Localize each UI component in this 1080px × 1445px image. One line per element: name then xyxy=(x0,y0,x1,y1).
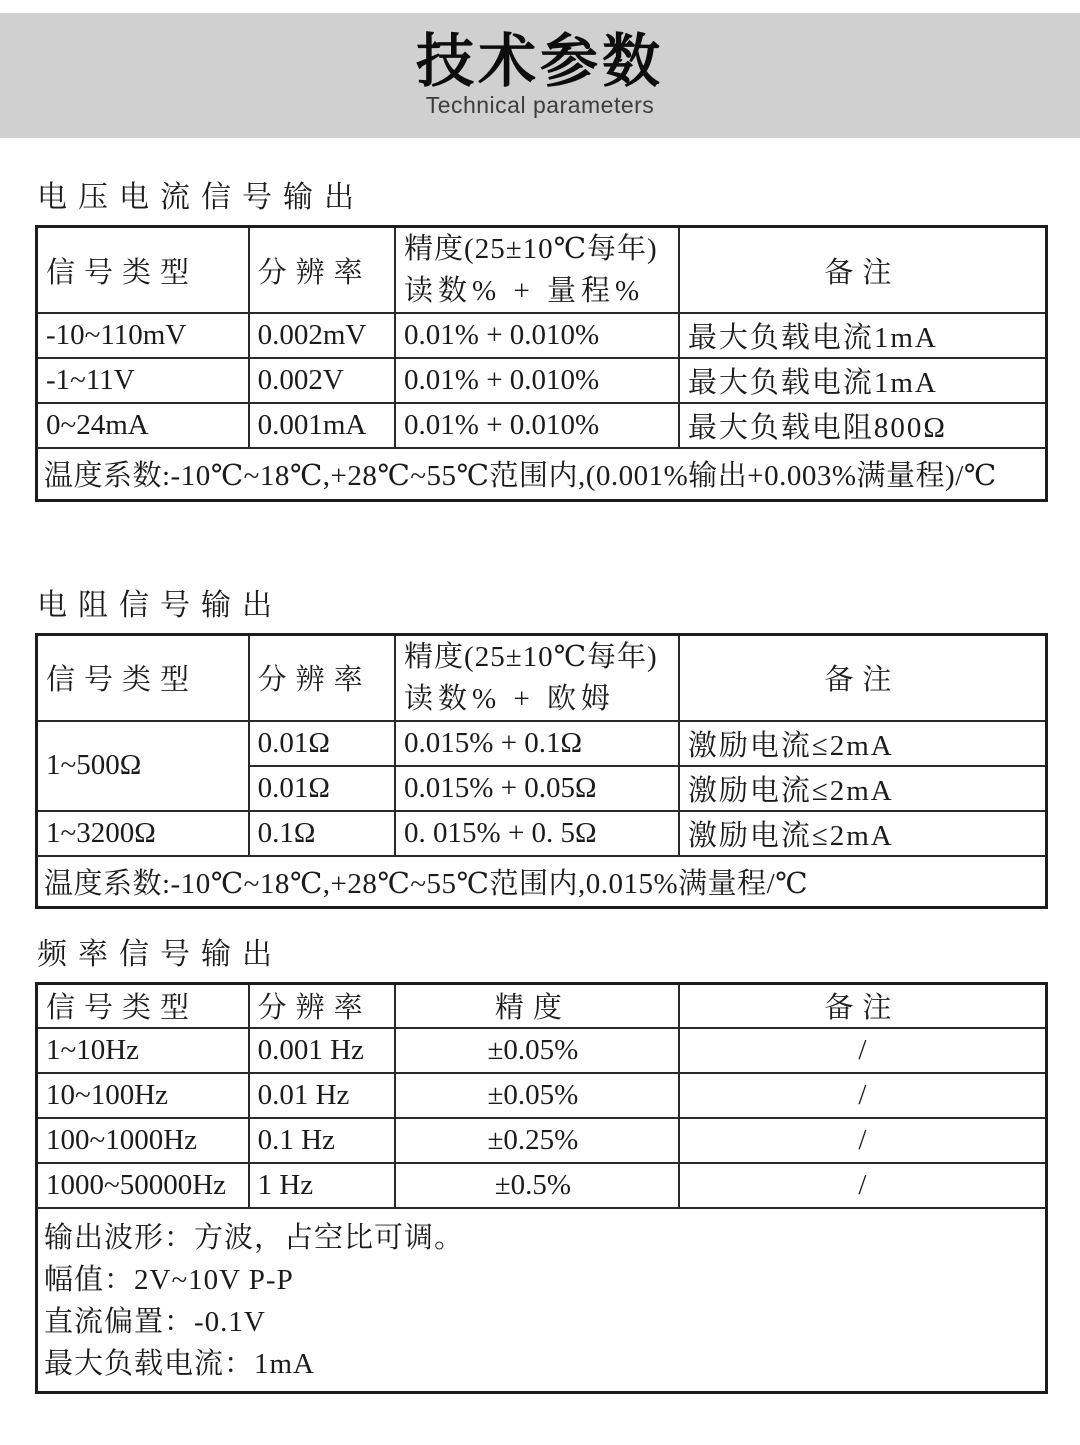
accuracy-header-line1: 精度(25±10℃每年) xyxy=(404,640,658,673)
signal-type-header: 信号类型 xyxy=(37,984,249,1028)
note-cell: / xyxy=(679,1073,1047,1118)
table-row xyxy=(37,721,1047,766)
section-title-frequency: 频率信号输出 xyxy=(37,938,283,972)
signal-type-cell: 0~24mA xyxy=(37,403,249,448)
signal-type-cell: 10~100Hz xyxy=(37,1073,249,1118)
table-row xyxy=(37,358,1047,403)
note-cell: 激励电流≤2mA xyxy=(679,766,1047,811)
page-subtitle: Technical parameters xyxy=(425,92,655,119)
temperature-coefficient-note: 温度系数:-10℃~18℃,+28℃~55℃范围内,0.015%满量程/℃ xyxy=(37,856,1047,908)
table-footer-row xyxy=(37,448,1047,500)
signal-type-cell-merged: 1~500Ω xyxy=(37,721,249,811)
table-header-row xyxy=(37,227,1047,314)
content xyxy=(35,178,1048,1394)
signal-type-cell: 100~1000Hz xyxy=(37,1118,249,1163)
accuracy-cell: ±0.05% xyxy=(395,1073,679,1118)
note-cell: / xyxy=(679,1163,1047,1208)
resolution-cell: 0.01Ω xyxy=(249,766,395,811)
table-row xyxy=(37,313,1047,358)
amplitude-line: 幅值：2V~10V P-P xyxy=(44,1263,294,1296)
accuracy-header-line2: 读数% + 欧姆 xyxy=(404,682,616,715)
accuracy-header xyxy=(395,227,679,314)
section-voltage-current-output xyxy=(35,178,1048,502)
frequency-table xyxy=(35,982,1048,1394)
accuracy-cell: 0.015% + 0.1Ω xyxy=(395,721,679,766)
max-load-current-line: 最大负载电流：1mA xyxy=(44,1347,316,1380)
header-banner xyxy=(0,13,1080,138)
resolution-cell: 0.01Ω xyxy=(249,721,395,766)
accuracy-cell: 0. 015% + 0. 5Ω xyxy=(395,811,679,856)
note-cell: 最大负载电流1mA xyxy=(679,358,1047,403)
table-row xyxy=(37,403,1047,448)
dc-offset-line: 直流偏置：-0.1V xyxy=(44,1305,266,1338)
accuracy-cell: 0.01% + 0.010% xyxy=(395,403,679,448)
table-header-row xyxy=(37,634,1047,721)
accuracy-cell: ±0.5% xyxy=(395,1163,679,1208)
accuracy-cell: 0.01% + 0.010% xyxy=(395,313,679,358)
note-header: 备注 xyxy=(679,984,1047,1028)
note-cell: 最大负载电流1mA xyxy=(679,313,1047,358)
note-cell: / xyxy=(679,1118,1047,1163)
resolution-header: 分辨率 xyxy=(249,984,395,1028)
note-cell: 最大负载电阻800Ω xyxy=(679,403,1047,448)
signal-type-header: 信号类型 xyxy=(37,227,249,314)
table-footer-row xyxy=(37,1208,1047,1393)
table-row xyxy=(37,811,1047,856)
accuracy-cell: 0.015% + 0.05Ω xyxy=(395,766,679,811)
output-notes-cell xyxy=(37,1208,1047,1393)
signal-type-header: 信号类型 xyxy=(37,634,249,721)
table-header-row xyxy=(37,984,1047,1028)
temperature-coefficient-note: 温度系数:-10℃~18℃,+28℃~55℃范围内,(0.001%输出+0.003%满量程)/℃ xyxy=(37,448,1047,500)
table-row xyxy=(37,1118,1047,1163)
accuracy-cell: ±0.05% xyxy=(395,1028,679,1073)
accuracy-header xyxy=(395,634,679,721)
section-frequency-output xyxy=(35,935,1048,1394)
signal-type-cell: -10~110mV xyxy=(37,313,249,358)
resolution-header: 分辨率 xyxy=(249,227,395,314)
note-header: 备注 xyxy=(679,227,1047,314)
resistance-table xyxy=(35,633,1048,910)
section-title-voltage-current: 电压电流信号输出 xyxy=(37,181,365,214)
section-resistance-output xyxy=(35,586,1048,910)
table-row xyxy=(37,1073,1047,1118)
table-row xyxy=(37,1028,1047,1073)
resolution-cell: 0.002mV xyxy=(249,313,395,358)
accuracy-cell: ±0.25% xyxy=(395,1118,679,1163)
page-title: 技术参数 xyxy=(415,28,664,94)
table-footer-row xyxy=(37,856,1047,908)
signal-type-cell: 1~10Hz xyxy=(37,1028,249,1073)
resolution-cell: 0.1 Hz xyxy=(249,1118,395,1163)
resolution-cell: 0.1Ω xyxy=(249,811,395,856)
section-title-resistance: 电阻信号输出 xyxy=(37,588,283,622)
signal-type-cell: 1000~50000Hz xyxy=(37,1163,249,1208)
output-waveform-line: 输出波形：方波，占空比可调。 xyxy=(44,1221,465,1254)
resolution-cell: 0.01 Hz xyxy=(249,1073,395,1118)
resolution-cell: 0.001 Hz xyxy=(249,1028,395,1073)
note-cell: 激励电流≤2mA xyxy=(679,721,1047,766)
accuracy-cell: 0.01% + 0.010% xyxy=(395,358,679,403)
accuracy-header-line2: 读数% + 量程% xyxy=(404,275,645,308)
note-header: 备注 xyxy=(679,634,1047,721)
resolution-header: 分辨率 xyxy=(249,634,395,721)
page xyxy=(0,13,1080,1394)
resolution-cell: 0.002V xyxy=(249,358,395,403)
signal-type-cell: 1~3200Ω xyxy=(37,811,249,856)
note-cell: / xyxy=(679,1028,1047,1073)
table-row xyxy=(37,1163,1047,1208)
accuracy-header: 精度 xyxy=(395,984,679,1028)
voltage-current-table xyxy=(35,225,1048,502)
note-cell: 激励电流≤2mA xyxy=(679,811,1047,856)
signal-type-cell: -1~11V xyxy=(37,358,249,403)
resolution-cell: 0.001mA xyxy=(249,403,395,448)
resolution-cell: 1 Hz xyxy=(249,1163,395,1208)
accuracy-header-line1: 精度(25±10℃每年) xyxy=(404,233,658,265)
